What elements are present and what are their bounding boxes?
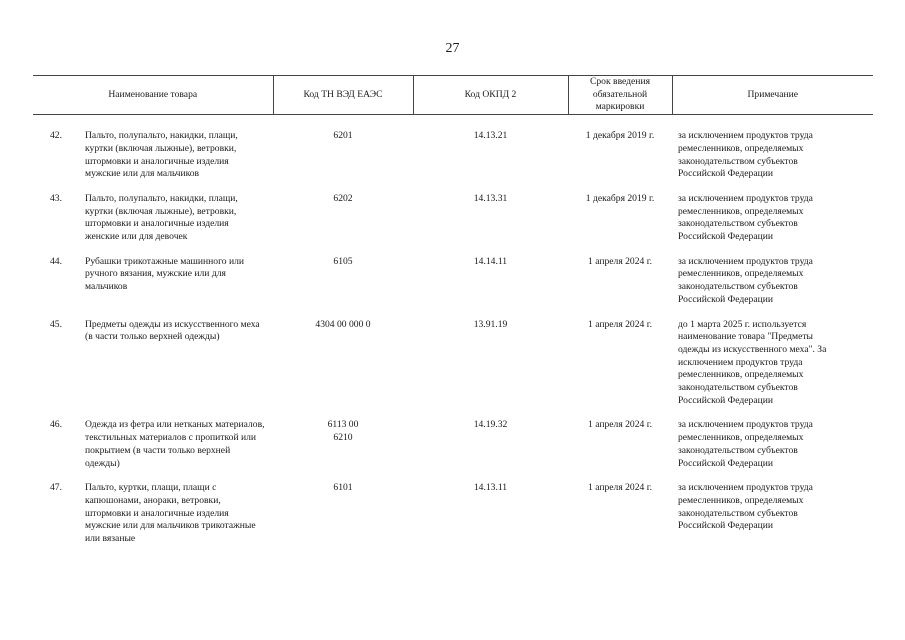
row-number: 45. <box>50 318 62 330</box>
tnved-code: 6101 <box>333 482 353 494</box>
row-spacer <box>33 115 873 131</box>
note-text: за исключением продуктов труда ремесленников, определяемых законодательством субъектов Российской Федерации <box>678 255 813 305</box>
marking-date: 1 апреля 2024 г. <box>588 482 652 494</box>
tnved-code-cell <box>273 256 413 319</box>
note <box>672 193 873 256</box>
table-row <box>33 130 873 193</box>
note <box>672 319 873 420</box>
table-row <box>33 193 873 256</box>
goods-name-cell <box>33 130 273 193</box>
goods-name: Пальто, полупальто, накидки, плащи, куртки (включая лыжные), ветровки, штормовки и аналогичные изделия мужские или для мальчиков <box>85 130 238 180</box>
marking-date: 1 апреля 2024 г. <box>588 318 652 330</box>
row-number: 42. <box>50 130 62 142</box>
note-text: за исключением продуктов труда ремесленников, определяемых законодательством субъектов Российской Федерации <box>678 192 813 243</box>
okpd-code: 13.91.19 <box>473 318 508 330</box>
table-row <box>33 482 873 558</box>
header-okpd-code: Код ОКПД 2 <box>413 76 568 115</box>
row-number: 44. <box>50 255 62 267</box>
tnved-code: 6202 <box>333 192 353 204</box>
okpd-code: 14.13.31 <box>473 192 508 204</box>
goods-name: Предметы одежды из искусственного меха (в части только верхней одежды) <box>85 318 260 343</box>
tnved-code-cell <box>273 419 413 482</box>
goods-name: Пальто, куртки, плащи, плащи с капюшонами, анораки, ветровки, штормовки и аналогичные изделия мужские или для мальчиков трикотажные или вязаные <box>85 482 256 545</box>
goods-name: Рубашки трикотажные машинного или ручного вязания, мужские или для мальчиков <box>85 255 245 293</box>
header-tnved-code: Код ТН ВЭД ЕАЭС <box>273 76 413 115</box>
header-marking-date: Срок введения обязательной маркировки <box>568 76 672 115</box>
tnved-code-cell <box>273 319 413 420</box>
page-number: 27 <box>445 41 460 56</box>
table-header <box>33 76 873 115</box>
note-text: до 1 марта 2025 г. используется наименование товара "Предметы одежды из искусственного меха". За исключением продуктов труда ремесленников, определяемых законодательством субъектов Российской Федерации <box>678 318 827 406</box>
marking-date: 1 декабря 2019 г. <box>585 192 655 204</box>
note <box>672 130 873 193</box>
note <box>672 482 873 558</box>
okpd-code: 14.13.21 <box>473 130 508 142</box>
goods-name-cell <box>33 193 273 256</box>
note-text: за исключением продуктов труда ремесленников, определяемых законодательством субъектов Российской Федерации <box>678 130 813 180</box>
okpd-code: 14.13.11 <box>473 482 508 494</box>
tnved-code: 6113 00 <box>327 419 359 431</box>
goods-name-cell <box>33 482 273 558</box>
tnved-code: 6201 <box>333 130 353 142</box>
note-text: за исключением продуктов труда ремесленников, определяемых законодательством субъектов Российской Федерации <box>678 419 813 469</box>
tnved-code-cell <box>273 130 413 193</box>
tnved-code-cell <box>273 482 413 558</box>
header-note: Примечание <box>672 76 873 115</box>
row-number: 43. <box>50 192 62 204</box>
okpd-code: 14.14.11 <box>473 255 508 267</box>
row-number: 46. <box>50 419 62 431</box>
goods-name-cell <box>33 419 273 482</box>
table-row <box>33 319 873 420</box>
marking-date: 1 апреля 2024 г. <box>588 255 652 267</box>
goods-name: Одежда из фетра или нетканых материалов, текстильных материалов с пропиткой или покрытием (в части только верхней одежды) <box>85 419 265 469</box>
note <box>672 419 873 482</box>
tnved-code-cell <box>273 193 413 256</box>
note <box>672 256 873 319</box>
goods-table <box>33 75 873 558</box>
tnved-code: 4304 00 000 0 <box>315 318 371 330</box>
marking-date: 1 декабря 2019 г. <box>585 130 655 142</box>
goods-name-cell <box>33 319 273 420</box>
table-row <box>33 419 873 482</box>
marking-date: 1 апреля 2024 г. <box>588 419 652 431</box>
okpd-code: 14.19.32 <box>473 419 508 431</box>
tnved-code: 6210 <box>333 432 353 444</box>
header-name: Наименование товара <box>33 76 273 115</box>
table-row <box>33 256 873 319</box>
row-number: 47. <box>50 482 62 494</box>
tnved-code: 6105 <box>333 255 353 267</box>
goods-name-cell <box>33 256 273 319</box>
note-text: за исключением продуктов труда ремесленников, определяемых законодательством субъектов Российской Федерации <box>678 482 813 532</box>
goods-name: Пальто, полупальто, накидки, плащи, куртки (включая лыжные), ветровки, штормовки и аналогичные изделия женские или для девочек <box>85 192 238 243</box>
